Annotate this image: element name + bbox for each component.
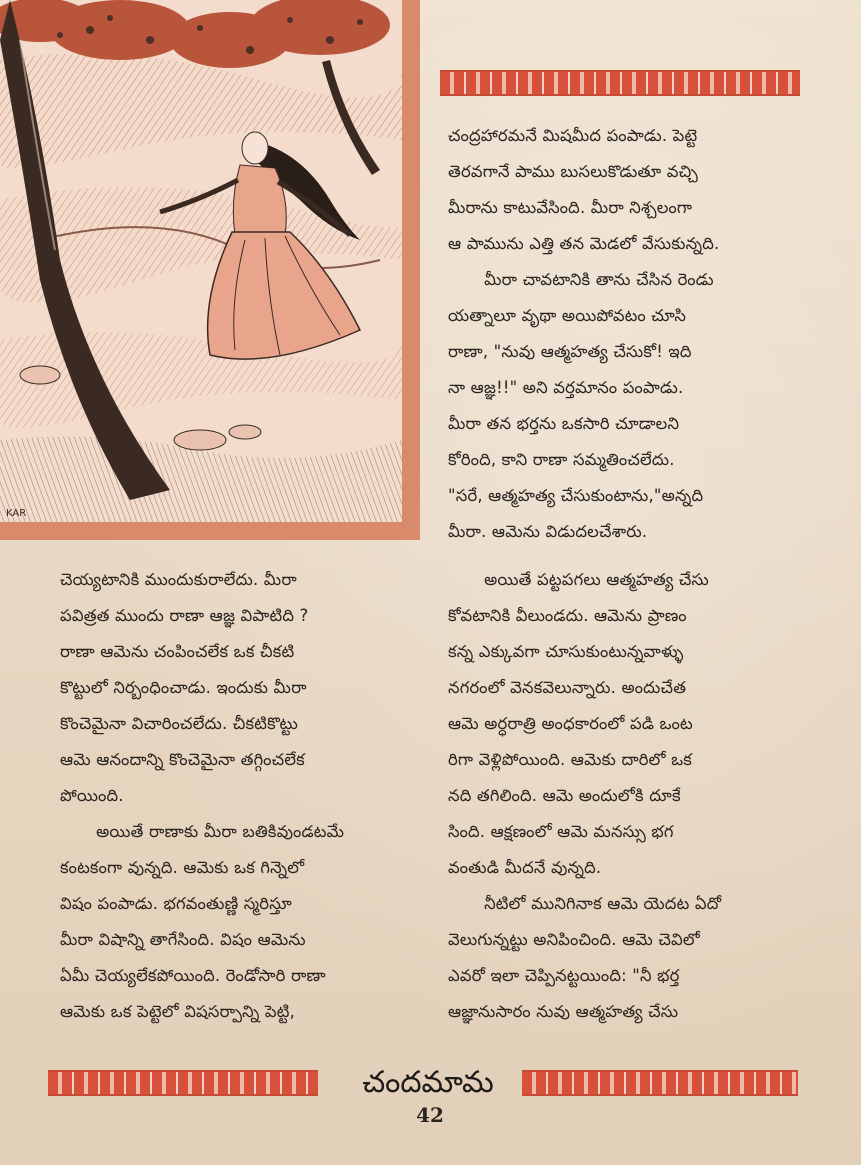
left-column: [60, 562, 430, 1030]
decorative-border-footer-right: [522, 1070, 798, 1096]
text-line: మీరా తన భర్తను ఒకసారి చూడాలని: [448, 414, 680, 433]
right-column-bottom: [448, 562, 820, 1030]
text-line: కొంచెమైనా విచారించలేదు. చీకటికొట్టు: [60, 714, 299, 733]
decorative-border-footer-left: [48, 1070, 318, 1096]
text-line: మీరా. ఆమెను విడుదలచేశారు.: [448, 522, 648, 541]
text-line: తెరవగానే పాము బుసలుకొడుతూ వచ్చి: [448, 162, 698, 181]
text-line: పోయింది.: [60, 786, 124, 805]
text-line: సింది. ఆక్షణంలో ఆమె మనస్సు భగ: [448, 822, 674, 841]
text-line: ఏమీ చెయ్యలేకపోయింది. రెండోసారి రాణా: [60, 966, 326, 985]
story-illustration: [0, 0, 420, 540]
text-line: చంద్రహారమనే మిషమీద పంపాడు. పెట్టె: [448, 126, 698, 145]
text-line: ఎవరో ఇలా చెప్పినట్టయింది: "నీ భర్త: [448, 966, 680, 985]
text-line: చెయ్యటానికి ముందుకురాలేదు. మీరా: [60, 570, 297, 589]
text-line: రాణా, "నువు ఆత్మహత్య చేసుకో! ఇది: [448, 342, 692, 361]
text-line: ఆజ్ఞానుసారం నువు ఆత్మహత్య చేసు: [448, 1002, 679, 1021]
text-line: కంటకంగా వున్నది. ఆమెకు ఒక గిన్నెలో: [60, 858, 305, 877]
text-line: అయితే రాణాకు మీరా బతికివుండటమే: [96, 822, 345, 841]
text-line: నగరంలో వెనకవెలున్నారు. అందుచేత: [448, 678, 687, 697]
text-line: వెలుగున్నట్టు అనిపించింది. ఆమె చెవిలో: [448, 930, 700, 949]
text-line: యత్నాలూ వృథా అయిపోవటం చూసి: [448, 306, 687, 325]
text-line: కోవటానికి వీలుండదు. ఆమెను ప్రాణం: [448, 606, 687, 625]
text-line: మీరాను కాటువేసింది. మీరా నిశ్చలంగా: [448, 198, 693, 217]
text-line: ఆమె ఆనందాన్ని కొంచెమైనా తగ్గించలేక: [60, 750, 305, 769]
text-line: రాణా ఆమెను చంపించలేక ఒక చీకటి: [60, 642, 295, 661]
illustration-frame: [0, 0, 402, 522]
text-line: ఆమెకు ఒక పెట్టెలో విషసర్పాన్ని పెట్టి,: [60, 1002, 295, 1021]
text-line: రిగా వెళ్లిపోయింది. ఆమెకు దారిలో ఒక: [448, 750, 693, 769]
text-line: వంతుడి మీదనే వున్నది.: [448, 858, 602, 877]
woman-running-illustration: [0, 0, 402, 522]
text-line: నా ఆజ్ఞ!!" అని వర్తమానం పంపాడు.: [448, 378, 684, 397]
artist-signature: KAR: [6, 508, 27, 519]
text-line: కన్న ఎక్కువగా చూసుకుంటున్నవాళ్ళు: [448, 642, 684, 661]
magazine-title: చందమామ: [362, 1065, 494, 1100]
text-line: మీరా చావటానికి తాను చేసిన రెండు: [484, 270, 714, 289]
text-line: ఆ పామును ఎత్తి తన మెడలో వేసుకున్నది.: [448, 234, 720, 253]
text-line: కొట్టులో నిర్బంధించాడు. ఇందుకు మీరా: [60, 678, 307, 697]
right-column-top: [448, 118, 820, 550]
text-line: "సరే, ఆత్మహత్య చేసుకుంటాను,"అన్నది: [448, 486, 704, 505]
text-line: ఆమె అర్ధరాత్రి అంధకారంలో పడి ఒంట: [448, 714, 693, 733]
text-line: కోరింది, కాని రాణా సమ్మతించలేదు.: [448, 450, 675, 469]
page-number: 42: [416, 1103, 444, 1127]
text-line: నది తగిలింది. ఆమె అందులోకి దూకే: [448, 786, 681, 805]
text-line: విషం పంపాడు. భగవంతుణ్ణి స్మరిస్తూ: [60, 894, 292, 913]
text-line: పవిత్రత ముందు రాణా ఆజ్ఞ విపాటిది ?: [60, 606, 309, 625]
text-line: అయితే పట్టపగలు ఆత్మహత్య చేసు: [484, 570, 709, 589]
decorative-border-top: [440, 70, 800, 96]
text-line: నీటిలో మునిగినాక ఆమె యెదట ఏదో: [484, 894, 722, 913]
text-line: మీరా విషాన్ని తాగేసింది. విషం ఆమెను: [60, 930, 306, 949]
